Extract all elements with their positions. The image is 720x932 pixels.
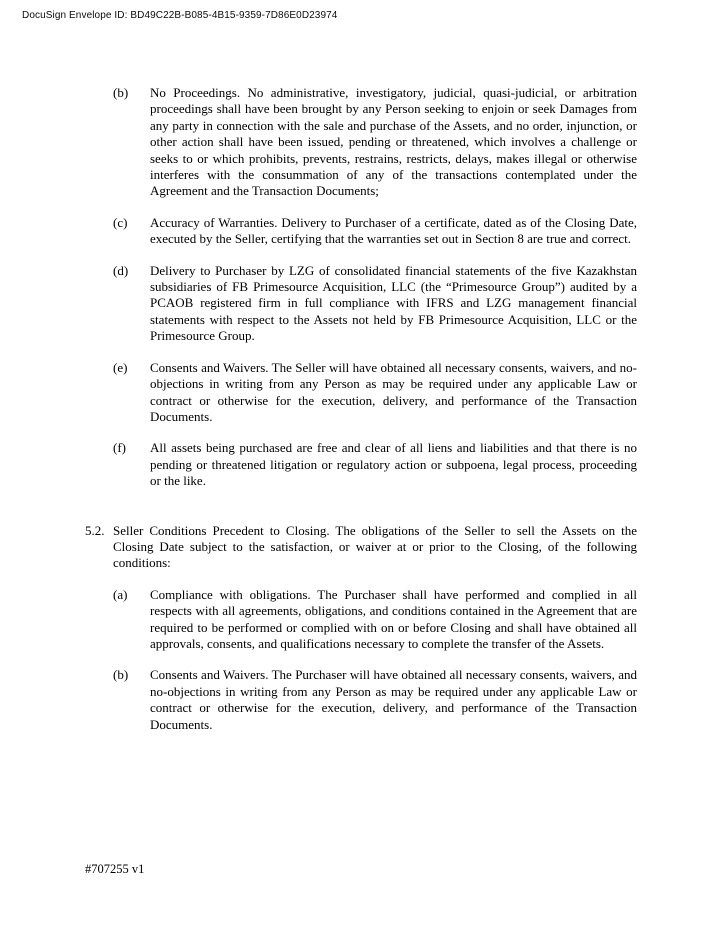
document-reference-number: #707255 v1 xyxy=(85,862,145,876)
clause-label: (b) xyxy=(113,667,129,683)
section-5-2-seller-conditions-precedent xyxy=(85,523,637,572)
clause-c-accuracy-of-warranties xyxy=(113,215,637,248)
clause-f-free-and-clear xyxy=(113,440,637,489)
clause-label: (c) xyxy=(113,214,128,230)
clause-b-no-proceedings xyxy=(113,85,637,200)
clause-label: (b) xyxy=(113,85,129,100)
clause-text: Compliance with obligations. The Purchaser shall have performed and complied in all respects with all agreements, obligations, and conditions contained in the Agreement that are required to be performed or complied with on or before Closing and shall have obtained all approvals, consents, and qualifications necessary to complete the transfer of the Assets. xyxy=(150,586,637,651)
clause-text: Consents and Waivers. The Purchaser will have obtained all necessary consents, waivers, and no-objections in writing from any Person as may be required under any applicable Law or contract or otherwise for the execution, delivery, and performance of the Transaction Documents. xyxy=(150,667,637,732)
clause-text: All assets being purchased are free and clear of all liens and liabilities and that there is no pending or threatened litigation or regulatory action or subpoena, legal process, proceeding or the like. xyxy=(150,440,637,489)
clause-a-compliance-with-obligations xyxy=(113,587,637,653)
clause-label: (e) xyxy=(113,359,128,375)
section-text: Seller Conditions Precedent to Closing. The obligations of the Seller to sell the Assets on the Closing Date subject to the satisfaction, or waiver at or prior to the Closing, of the following conditions: xyxy=(113,522,637,571)
section-number: 5.2. xyxy=(85,522,105,538)
clause-text: Delivery to Purchaser by LZG of consolidated financial statements of the five Kazakhstan subsidiaries of FB Primesource Acquisition, LLC (the “Primesource Group”) audited by a PCAOB registered firm in full compliance with IFRS and LZG management financial statements with respect to the Assets not held by FB Primesource Acquisition, LLC or the Primesource Group. xyxy=(150,262,637,344)
clause-label: (a) xyxy=(113,586,128,602)
clause-text: Consents and Waivers. The Seller will have obtained all necessary consents, waivers, and no-objections in writing from any Person as may be required under any applicable Law or contract or otherwise for the execution, delivery, and performance of the Transaction Documents. xyxy=(150,359,637,424)
clause-label: (d) xyxy=(113,262,129,278)
docusign-envelope-id: DocuSign Envelope ID: BD49C22B-B085-4B15-9359-7D86E0D23974 xyxy=(22,10,338,21)
clause-b-consents-and-waivers-purchaser xyxy=(113,667,637,733)
clause-e-consents-and-waivers-seller xyxy=(113,360,637,426)
clause-text: Accuracy of Warranties. Delivery to Purchaser of a certificate, dated as of the Closing Date, executed by the Seller, certifying that the warranties set out in Section 8 are true and correct. xyxy=(150,214,637,247)
clause-text: No Proceedings. No administrative, investigatory, judicial, quasi-judicial, or arbitration proceedings shall have been brought by any Person seeking to enjoin or seek Damages from any party in connection with the sale and purchase of the Assets, and no order, injunction, or other action shall have been issued, pending or threatened, which involves a challenge or seeks to or which prohibits, prevents, restrains, restricts, delays, makes illegal or otherwise interferes with the consummation of any of the transactions contemplated under the Agreement and the Transaction Documents; xyxy=(150,85,637,199)
document-body xyxy=(0,85,637,748)
clause-d-financial-statements xyxy=(113,263,637,345)
clause-label: (f) xyxy=(113,440,126,456)
